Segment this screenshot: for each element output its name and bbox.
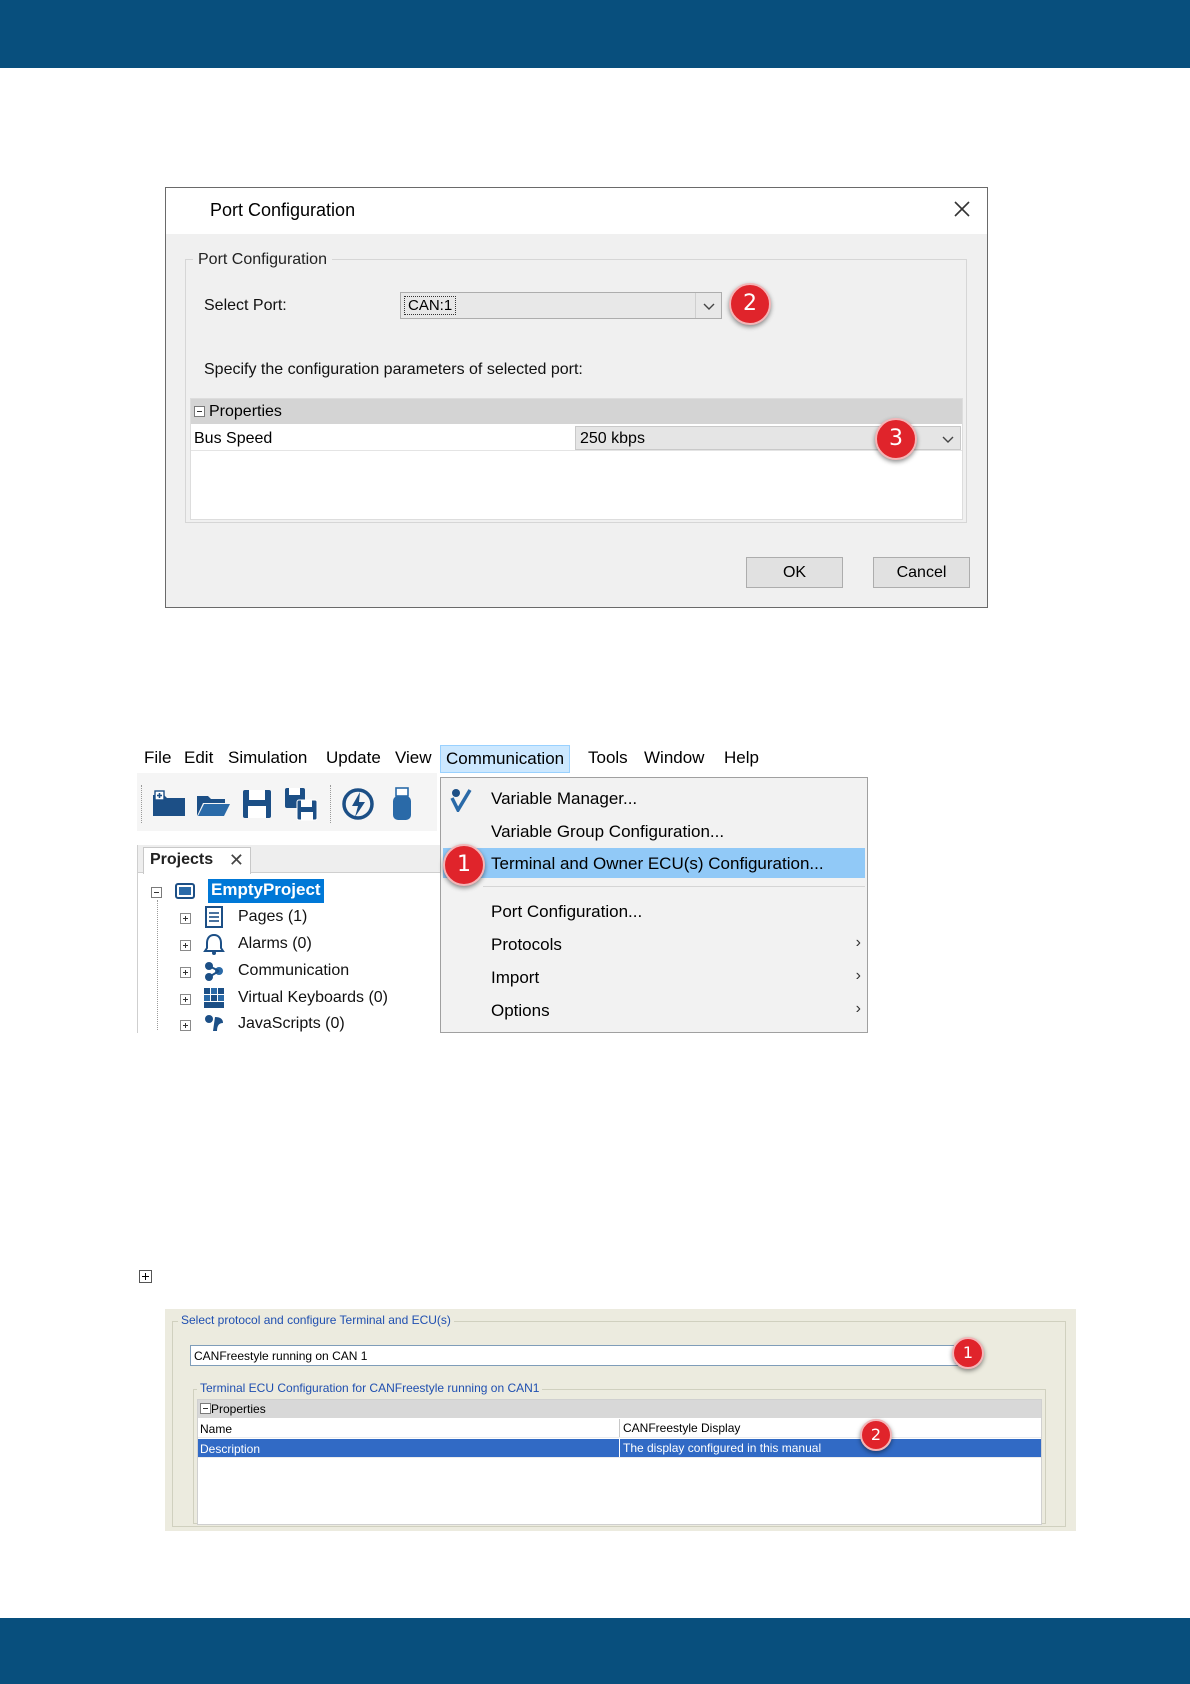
expand-icon[interactable]: [139, 1270, 152, 1283]
step-badge: 1: [443, 844, 485, 886]
menu-file[interactable]: File: [144, 748, 172, 767]
footer-band: [0, 1618, 1190, 1684]
menu-window[interactable]: Window: [644, 748, 705, 767]
step-badge: 2: [729, 283, 771, 325]
bus-speed-value: 250 kbps: [580, 430, 645, 447]
port-configuration-dialog: [165, 187, 988, 608]
property-key: Name: [200, 1422, 233, 1436]
protocol-select[interactable]: [190, 1345, 974, 1366]
column-divider: [619, 1419, 620, 1437]
collapse-icon[interactable]: [200, 1403, 211, 1414]
select-port-value: CAN:1: [404, 296, 456, 315]
property-grid: [190, 398, 963, 520]
usb-download-icon[interactable]: [384, 786, 420, 822]
communication-dropdown-menu: [440, 777, 868, 1033]
menu-item-port-configuration[interactable]: Port Configuration...: [491, 902, 643, 921]
tree-item-communication[interactable]: Communication: [238, 962, 350, 979]
property-value: CANFreestyle Display: [623, 1421, 741, 1435]
dialog-title: Port Configuration: [210, 200, 356, 220]
communication-menu-screenshot: [137, 745, 868, 1033]
variable-icon: [448, 786, 474, 812]
menu-update[interactable]: Update: [326, 748, 381, 767]
menubar: [137, 745, 868, 773]
communication-icon: [203, 960, 225, 982]
expand-icon[interactable]: [180, 940, 191, 951]
step-badge: 1: [952, 1337, 984, 1369]
menu-item-variable-manager[interactable]: Variable Manager...: [491, 789, 638, 808]
chevron-right-icon: ›: [855, 967, 861, 984]
menu-edit[interactable]: Edit: [184, 748, 214, 767]
toolbar: [137, 773, 437, 831]
projects-panel: [137, 845, 440, 1033]
close-icon[interactable]: ✕: [228, 850, 244, 870]
tree-root-project[interactable]: EmptyProject: [208, 879, 324, 903]
pages-icon: [203, 906, 225, 928]
tree-item-virtual-keyboards[interactable]: Virtual Keyboards (0): [238, 989, 388, 1006]
menu-tools[interactable]: Tools: [588, 748, 628, 767]
cancel-button[interactable]: Cancel: [873, 557, 970, 588]
tree-item-pages[interactable]: Pages (1): [238, 908, 308, 925]
menu-communication[interactable]: Communication: [440, 745, 570, 773]
simulate-icon[interactable]: [340, 786, 376, 822]
protocol-group-label: Select protocol and configure Terminal and ECU(s): [178, 1313, 454, 1327]
column-divider: [619, 1439, 620, 1457]
close-icon[interactable]: [949, 196, 975, 222]
tree-line: [157, 900, 158, 1030]
expand-icon[interactable]: [180, 967, 191, 978]
projects-tabbar: [138, 845, 441, 873]
chevron-right-icon: ›: [855, 934, 861, 951]
chevron-right-icon: ›: [855, 1000, 861, 1017]
javascript-icon: [203, 1013, 225, 1035]
save-icon[interactable]: [239, 786, 275, 822]
properties-header-label: Properties: [209, 403, 282, 420]
keyboard-icon: [203, 987, 225, 1009]
terminal-ecu-configuration-panel: [165, 1309, 1076, 1531]
project-icon: [174, 880, 196, 902]
chevron-down-icon[interactable]: [940, 431, 956, 447]
tab-projects-label: Projects: [150, 851, 214, 868]
table-row[interactable]: [198, 1419, 1041, 1438]
menu-help[interactable]: Help: [724, 748, 759, 767]
menu-item-terminal-owner-ecu-configuration[interactable]: Terminal and Owner ECU(s) Configuration...: [491, 854, 824, 873]
property-key: Description: [200, 1442, 261, 1456]
toolbar-grip: [141, 785, 142, 823]
collapse-icon[interactable]: [151, 887, 162, 898]
menu-item-variable-group-configuration[interactable]: Variable Group Configuration...: [491, 822, 725, 841]
menu-item-protocols[interactable]: Protocols: [491, 935, 562, 954]
tab-projects[interactable]: [143, 847, 251, 874]
menu-view[interactable]: View: [395, 748, 432, 767]
properties-header-label: Properties: [211, 1402, 266, 1416]
dialog-titlebar: [166, 188, 987, 234]
menu-simulation[interactable]: Simulation: [228, 748, 308, 767]
tree-item-alarms[interactable]: Alarms (0): [238, 935, 312, 952]
terminal-ecu-group-label: Terminal ECU Configuration for CANFreestyle running on CAN1: [197, 1381, 542, 1395]
property-value: The display configured in this manual: [623, 1441, 822, 1455]
collapse-icon[interactable]: [194, 406, 205, 417]
properties-header: [191, 399, 962, 424]
protocol-select-value: CANFreestyle running on CAN 1: [194, 1349, 368, 1363]
group-label: Port Configuration: [193, 251, 332, 269]
step-badge: 3: [875, 418, 917, 460]
terminal-property-grid: [197, 1399, 1042, 1525]
specify-text: Specify the configuration parameters of selected port:: [204, 361, 583, 378]
expand-icon[interactable]: [180, 913, 191, 924]
select-port-combo[interactable]: [400, 292, 722, 319]
menu-separator: [483, 886, 865, 887]
bus-speed-label: Bus Speed: [194, 430, 273, 447]
select-port-label: Select Port:: [204, 297, 287, 314]
menu-item-import[interactable]: Import: [491, 968, 540, 987]
open-folder-icon[interactable]: [195, 786, 231, 822]
bus-speed-row: [191, 425, 962, 451]
expand-icon[interactable]: [180, 1020, 191, 1031]
properties-header: [198, 1400, 1041, 1418]
ok-button[interactable]: OK: [746, 557, 843, 588]
menu-item-options[interactable]: Options: [491, 1001, 550, 1020]
save-all-icon[interactable]: [283, 786, 319, 822]
toolbar-separator: [330, 785, 331, 823]
chevron-down-icon[interactable]: [695, 293, 721, 318]
new-project-icon[interactable]: [151, 786, 187, 822]
tree-item-javascripts[interactable]: JavaScripts (0): [238, 1015, 345, 1032]
expand-icon[interactable]: [180, 994, 191, 1005]
table-row[interactable]: [198, 1439, 1041, 1458]
alarm-bell-icon: [203, 933, 225, 955]
header-band: [0, 0, 1190, 68]
step-badge: 2: [860, 1419, 892, 1451]
